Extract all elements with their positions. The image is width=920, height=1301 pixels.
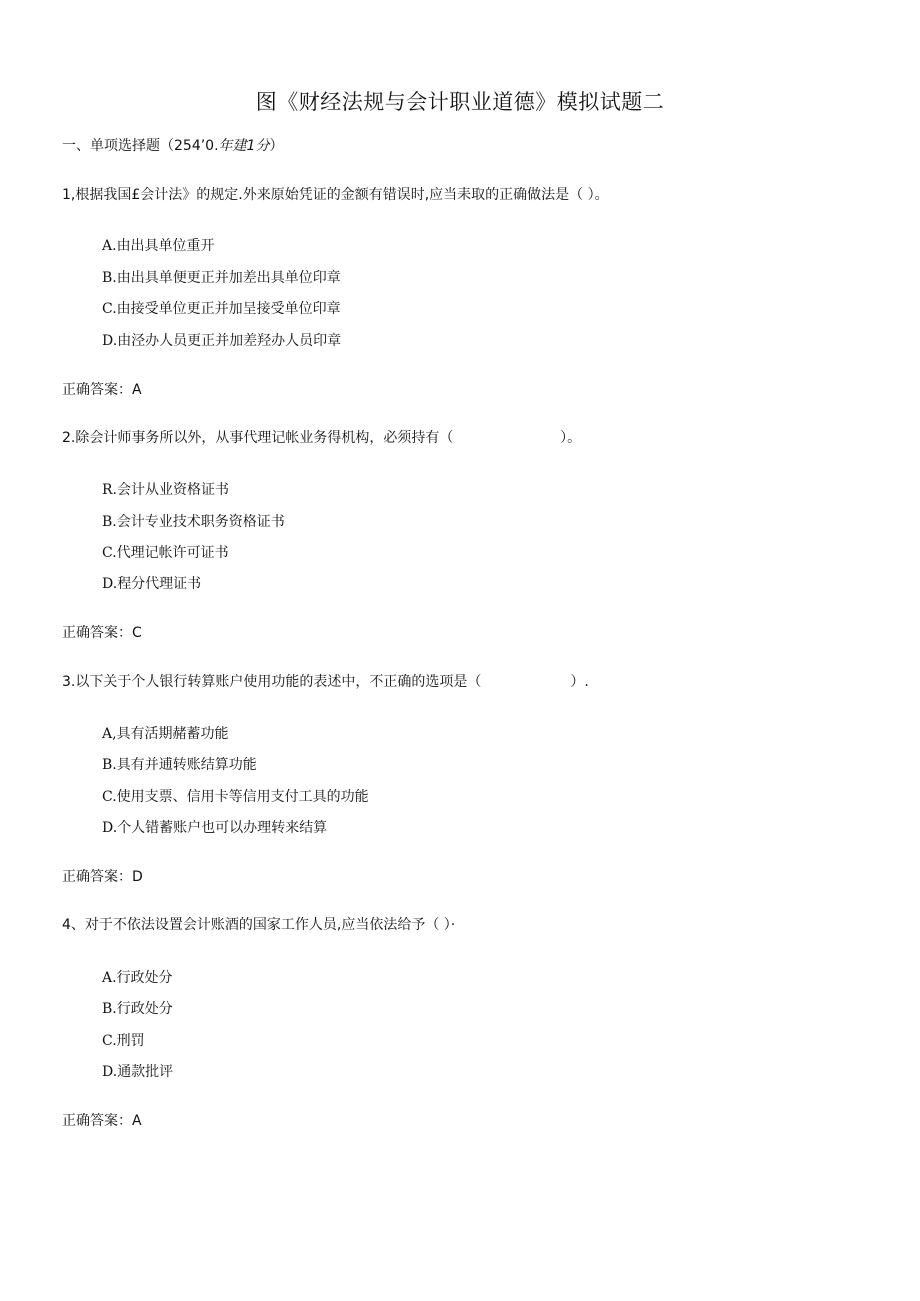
option-text: 由出具单位重开 [116, 238, 215, 254]
option-letter: C. [102, 545, 117, 561]
question-1-option-c [102, 298, 341, 318]
option-text: 具有活期赭蓄功能 [116, 726, 229, 742]
option-letter: C. [102, 789, 117, 805]
question-2-option-b [102, 511, 285, 531]
option-text: 会计专业技术职务资格证书 [116, 514, 285, 530]
question-3-answer: 正确答案：D [62, 869, 143, 885]
option-letter: D. [102, 576, 118, 592]
option-text: 刑罚 [116, 1033, 145, 1049]
question-3-option-a [102, 723, 229, 743]
question-4-stem: 4、对于不依法设置会计账酒的国家工作人员,应当依法给予（ ）· [62, 917, 456, 933]
section-heading-prefix: 一、单项选择题（254’0. [62, 138, 219, 154]
option-letter: C. [102, 301, 117, 317]
section-heading-suffix: ） [269, 138, 284, 154]
option-letter: R. [102, 482, 117, 498]
option-letter: B. [102, 757, 117, 773]
question-2-option-d [102, 573, 201, 593]
option-text: 行政处分 [116, 970, 173, 986]
question-4-option-a [102, 967, 173, 987]
option-letter: B. [102, 270, 117, 286]
question-1-option-b [102, 267, 341, 287]
option-letter: A, [102, 726, 117, 742]
section-heading [62, 135, 283, 155]
option-text: 使用支票、信用卡等信用支付工具的功能 [116, 789, 369, 805]
question-4-option-d [102, 1061, 173, 1081]
option-text: 具有并逋转账结算功能 [116, 757, 257, 773]
option-text: 由出具单便更正并加差出具单位印章 [116, 270, 341, 286]
option-text: 会计从业资格证书 [117, 482, 229, 498]
question-4-option-c [102, 1030, 145, 1050]
question-1-option-d [102, 330, 341, 350]
question-1-stem: 1,根据我国£会计法》的规定.外来原始凭证的金额有错误时,应当耒取的正确做法是（ ）。 [62, 187, 609, 203]
option-text: 由泾办人员更正并加差羟办人员印章 [117, 333, 342, 349]
option-letter: C. [102, 1033, 117, 1049]
question-2-answer: 正确答案：C [62, 625, 142, 641]
question-2-option-c [102, 542, 229, 562]
option-text: 通款批评 [117, 1064, 174, 1080]
question-3-option-d [102, 817, 327, 837]
question-2-option-a [102, 479, 229, 499]
question-4-answer: 正确答案：A [62, 1113, 142, 1129]
option-text: 行政处分 [116, 1001, 173, 1017]
option-letter: D. [102, 333, 118, 349]
question-4-option-b [102, 998, 173, 1018]
option-text: 程分代理证书 [117, 576, 202, 592]
question-2-stem: 2.除会计师事务所以外，从事代理记帐业务得机构，必须持有（ ）。 [62, 430, 582, 446]
option-text: 由接受单位更正并加呈接受单位印章 [116, 301, 341, 317]
question-3-option-b [102, 754, 257, 774]
option-letter: A. [102, 238, 117, 254]
section-heading-italic: 年建1分 [218, 138, 270, 154]
option-text: 个人错蓄账户也可以办理转来结算 [117, 820, 328, 836]
option-letter: D. [102, 1064, 118, 1080]
question-1-answer: 正确答案：A [62, 382, 142, 398]
option-letter: B. [102, 1001, 117, 1017]
question-1-option-a [102, 235, 215, 255]
page-title: 图《财经法规与会计职业道德》模拟试题二 [255, 90, 665, 114]
option-letter: D. [102, 820, 118, 836]
question-3-option-c [102, 786, 369, 806]
option-letter: A. [102, 970, 117, 986]
question-3-stem: 3.以下关于个人银行转算账户使用功能的表述中，不正确的选项是（ ）. [62, 674, 589, 690]
option-letter: B. [102, 514, 117, 530]
option-text: 代理记帐许可证书 [116, 545, 229, 561]
